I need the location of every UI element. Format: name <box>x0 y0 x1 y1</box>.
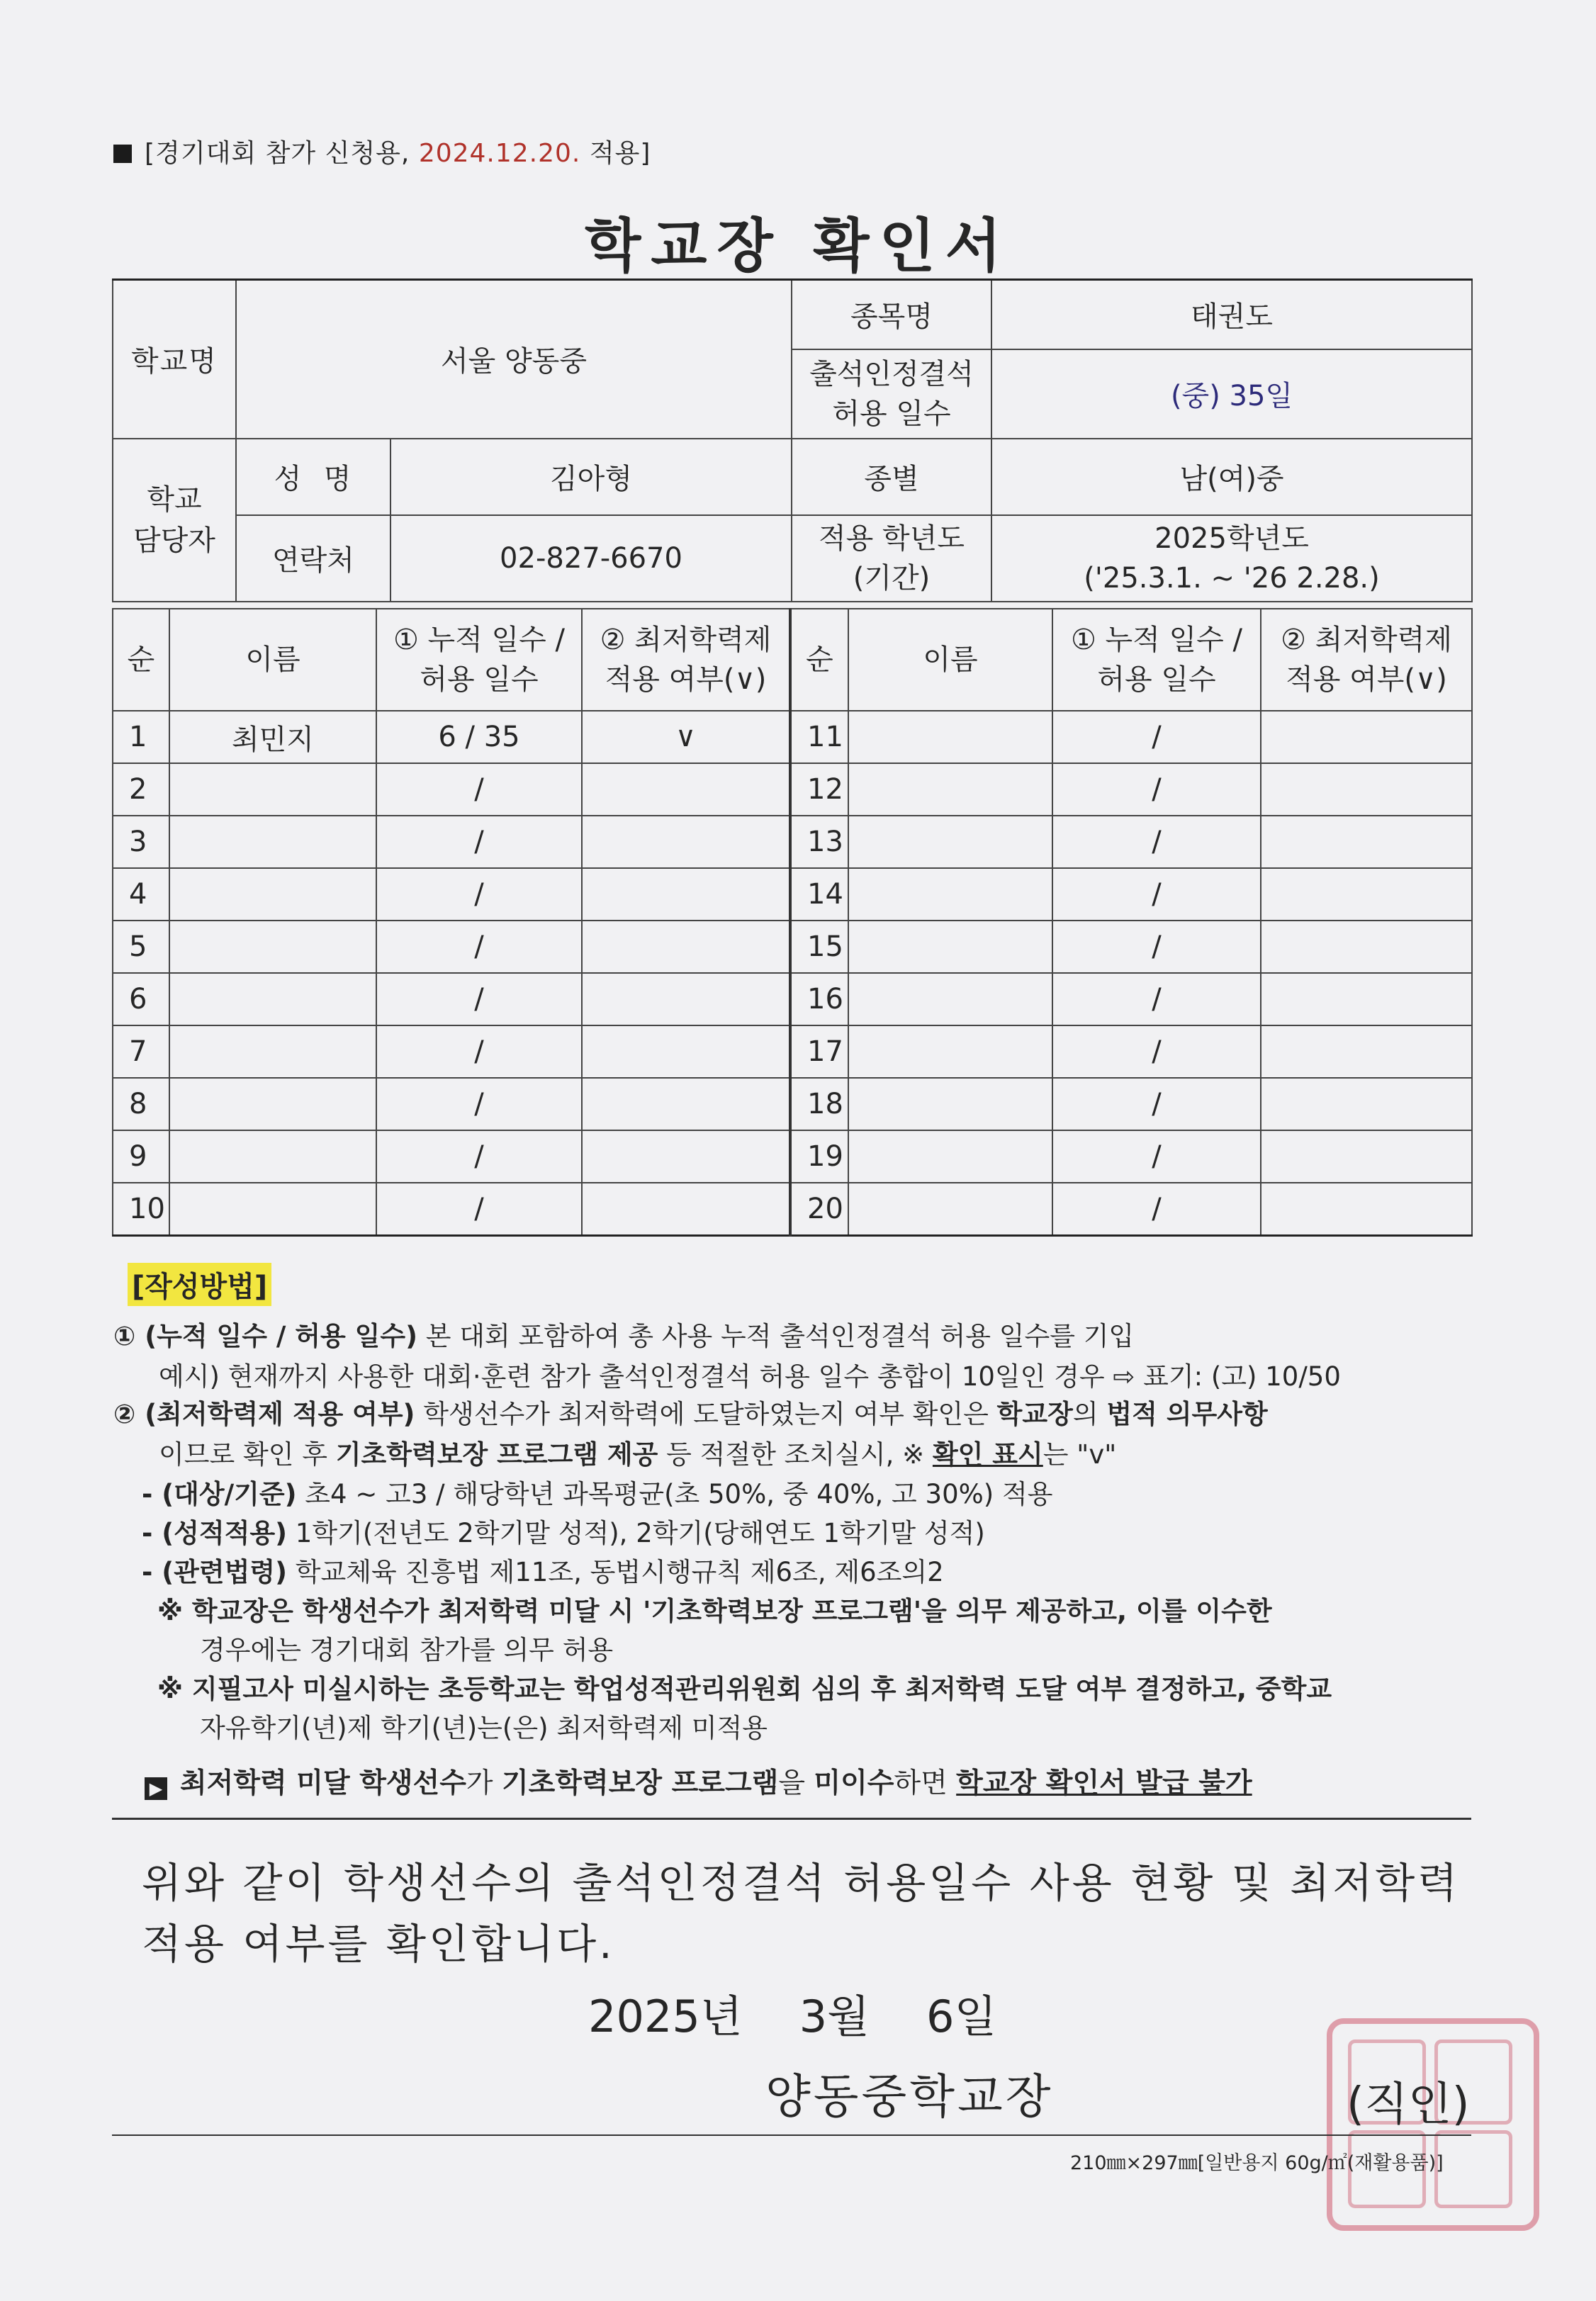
table-row <box>113 1025 1472 1078</box>
row-number: 8 <box>113 1078 169 1130</box>
table-row <box>113 763 1472 816</box>
min-academic-cell <box>582 973 790 1025</box>
instruction-line: 이므로 확인 후 기초학력보장 프로그램 제공 등 적절한 조치실시, ※ 확인 표시는 "v" <box>159 1439 1117 1470</box>
school-value: 서울 양동중 <box>236 280 792 439</box>
instruction-line: - (성적적용) 1학기(전년도 2학기말 성적), 2학기(당해연도 1학기말 성적) <box>142 1518 985 1548</box>
instruction-line: ② (최저학력제 적용 여부) 학생선수가 최저학력에 도달하였는지 여부 확인은 학교장의 법적 의무사항 <box>113 1399 1268 1429</box>
student-name-cell <box>848 1130 1052 1183</box>
student-name-cell <box>848 711 1052 763</box>
min-academic-cell <box>1261 763 1472 816</box>
instruction-line: ※ 지필고사 미실시하는 초등학교는 학업성적관리위원회 심의 후 최저학력 도달 여부 결정하고, 중학교 <box>157 1674 1332 1704</box>
min-academic-cell <box>582 1078 790 1130</box>
instruction-line: 자유학기(년)제 학기(년)는(은) 최저학력제 미적용 <box>200 1713 768 1743</box>
instruction-line: ① (누적 일수 / 허용 일수) 본 대회 포함하여 총 사용 누적 출석인정결석 허용 일수를 기입 <box>113 1321 1135 1351</box>
days-cell: / <box>376 1025 582 1078</box>
student-name-cell <box>848 921 1052 973</box>
date-day: 6일 <box>926 1991 997 2042</box>
confirmation-line-2: 적용 여부를 확인합니다. <box>142 1920 615 1968</box>
table-row <box>113 816 1472 868</box>
instruction-line: - (대상/기준) 초4 ~ 고3 / 해당학년 과목평균(초 50%, 중 40%, 고 30%) 적용 <box>142 1479 1053 1509</box>
name-label: 성 명 <box>236 439 390 515</box>
student-name-cell <box>848 1025 1052 1078</box>
note-date: 2024.12.20. <box>418 139 581 168</box>
min-academic-cell <box>1261 1183 1472 1236</box>
note-suffix: 적용] <box>580 139 651 168</box>
min-academic-cell <box>1261 1130 1472 1183</box>
note-prefix: [경기대회 참가 신청용, <box>145 139 419 168</box>
row-number: 19 <box>790 1130 848 1183</box>
days-cell: / <box>1052 868 1261 921</box>
days-cell: / <box>1052 921 1261 973</box>
divider <box>112 1818 1471 1820</box>
table-row <box>113 921 1472 973</box>
min-academic-cell <box>1261 711 1472 763</box>
days-cell: / <box>1052 1183 1261 1236</box>
phone-value: 02-827-6670 <box>390 515 792 602</box>
min-academic-cell <box>582 816 790 868</box>
student-name-cell <box>169 973 376 1025</box>
instructions-heading: [작성방법] <box>128 1263 271 1306</box>
application-note <box>113 133 651 169</box>
min-academic-cell <box>582 921 790 973</box>
row-number: 18 <box>790 1078 848 1130</box>
student-name-cell <box>848 868 1052 921</box>
row-number: 15 <box>790 921 848 973</box>
footer-divider <box>112 2134 1471 2136</box>
col-header-min: ② 최저학력제 적용 여부(∨) <box>582 609 790 711</box>
seal-label: (직인) <box>1347 2078 1470 2131</box>
days-cell: / <box>376 816 582 868</box>
table-row <box>113 1130 1472 1183</box>
school-label: 학교명 <box>113 280 236 439</box>
col-header-min: ② 최저학력제 적용 여부(∨) <box>1261 609 1472 711</box>
row-number: 9 <box>113 1130 169 1183</box>
col-header-days: ① 누적 일수 / 허용 일수 <box>1052 609 1261 711</box>
phone-label: 연락처 <box>236 515 390 602</box>
min-academic-cell <box>582 1130 790 1183</box>
event-label: 종목명 <box>792 280 991 349</box>
row-number: 4 <box>113 868 169 921</box>
row-number: 11 <box>790 711 848 763</box>
row-number: 7 <box>113 1025 169 1078</box>
days-cell: / <box>376 1078 582 1130</box>
student-name-cell <box>848 973 1052 1025</box>
student-name-cell <box>169 921 376 973</box>
row-number: 13 <box>790 816 848 868</box>
days-cell: / <box>376 973 582 1025</box>
min-academic-cell <box>1261 868 1472 921</box>
student-name-cell <box>169 816 376 868</box>
days-cell: / <box>1052 1078 1261 1130</box>
min-academic-cell <box>582 763 790 816</box>
min-academic-cell <box>582 868 790 921</box>
min-academic-cell <box>1261 1078 1472 1130</box>
days-cell: / <box>1052 816 1261 868</box>
year-value: 2025학년도 ('25.3.1. ~ '26 2.28.) <box>991 515 1472 602</box>
principal-name: 양동중학교장 <box>765 2069 1054 2124</box>
days-cell: / <box>376 763 582 816</box>
student-name-cell <box>848 1183 1052 1236</box>
min-academic-cell <box>1261 921 1472 973</box>
min-academic-cell <box>1261 816 1472 868</box>
table-row <box>113 868 1472 921</box>
paper-spec-footer: 210㎜×297㎜[일반용지 60g/㎡(재활용품)] <box>1070 2152 1444 2174</box>
col-header-no: 순 <box>113 609 169 711</box>
days-cell: / <box>1052 763 1261 816</box>
table-row <box>113 711 1472 763</box>
row-number: 2 <box>113 763 169 816</box>
student-name-cell <box>169 1130 376 1183</box>
confirmation-line-1: 위와 같이 학생선수의 출석인정결석 허용일수 사용 현황 및 최저학력 <box>142 1859 1461 1907</box>
table-row <box>113 1078 1472 1130</box>
min-academic-cell <box>1261 973 1472 1025</box>
square-bullet-icon <box>113 145 132 163</box>
min-academic-cell <box>1261 1025 1472 1078</box>
col-header-days: ① 누적 일수 / 허용 일수 <box>376 609 582 711</box>
page-title: 학교장 확인서 <box>585 213 1011 280</box>
date-month: 3월 <box>799 1991 870 2042</box>
allow-days-value: (중) 35일 <box>991 349 1472 439</box>
student-name-cell <box>848 1078 1052 1130</box>
row-number: 16 <box>790 973 848 1025</box>
table-row <box>113 973 1472 1025</box>
days-cell: / <box>1052 973 1261 1025</box>
student-name-cell <box>169 868 376 921</box>
info-table <box>112 279 1473 602</box>
instruction-line: 예시) 현재까지 사용한 대회·훈련 참가 출석인정결석 허용 일수 총합이 10일인 경우 ⇨ 표기: (고) 10/50 <box>159 1361 1341 1392</box>
student-name-cell <box>169 1025 376 1078</box>
instruction-line: ※ 학교장은 학생선수가 최저학력 미달 시 '기초학력보장 프로그램'을 의무 제공하고, 이를 이수한 <box>157 1596 1272 1626</box>
days-cell: / <box>376 868 582 921</box>
instruction-line: - (관련법령) 학교체육 진흥법 제11조, 동법시행규칙 제6조, 제6조의2 <box>142 1557 944 1587</box>
row-number: 3 <box>113 816 169 868</box>
row-number: 6 <box>113 973 169 1025</box>
days-cell: / <box>376 1183 582 1236</box>
col-header-name: 이름 <box>169 609 376 711</box>
issue-date <box>588 1981 1053 2044</box>
days-cell: / <box>1052 711 1261 763</box>
notice-line: ▶ 최저학력 미달 학생선수가 기초학력보장 프로그램을 미이수하면 학교장 확인서 발급 불가 <box>145 1761 1252 1801</box>
row-number: 10 <box>113 1183 169 1236</box>
student-name-cell <box>169 1183 376 1236</box>
row-number: 12 <box>790 763 848 816</box>
days-cell: / <box>376 1130 582 1183</box>
min-academic-cell <box>582 1025 790 1078</box>
student-name-cell <box>169 1078 376 1130</box>
row-number: 17 <box>790 1025 848 1078</box>
row-number: 5 <box>113 921 169 973</box>
table-row <box>113 1183 1472 1236</box>
arrow-box-icon: ▶ <box>145 1777 167 1800</box>
event-value: 태권도 <box>991 280 1472 349</box>
days-cell: / <box>1052 1025 1261 1078</box>
days-cell: / <box>1052 1130 1261 1183</box>
student-name-cell <box>848 763 1052 816</box>
allow-days-label: 출석인정결석 허용 일수 <box>792 349 991 439</box>
min-academic-cell: ∨ <box>582 711 790 763</box>
days-cell: 6 / 35 <box>376 711 582 763</box>
student-name-cell: 최민지 <box>169 711 376 763</box>
student-roster-table <box>112 608 1473 1237</box>
gender-label: 종별 <box>792 439 991 515</box>
year-label: 적용 학년도 (기간) <box>792 515 991 602</box>
row-number: 14 <box>790 868 848 921</box>
student-name-cell <box>169 763 376 816</box>
gender-value: 남(여)중 <box>991 439 1472 515</box>
col-header-no: 순 <box>790 609 848 711</box>
instruction-line: 경우에는 경기대회 참가를 의무 허용 <box>200 1635 614 1665</box>
row-number: 1 <box>113 711 169 763</box>
name-value: 김아형 <box>390 439 792 515</box>
days-cell: / <box>376 921 582 973</box>
date-year: 2025년 <box>588 1991 743 2042</box>
min-academic-cell <box>582 1183 790 1236</box>
student-name-cell <box>848 816 1052 868</box>
col-header-name: 이름 <box>848 609 1052 711</box>
row-number: 20 <box>790 1183 848 1236</box>
contact-group-label: 학교 담당자 <box>113 439 236 602</box>
